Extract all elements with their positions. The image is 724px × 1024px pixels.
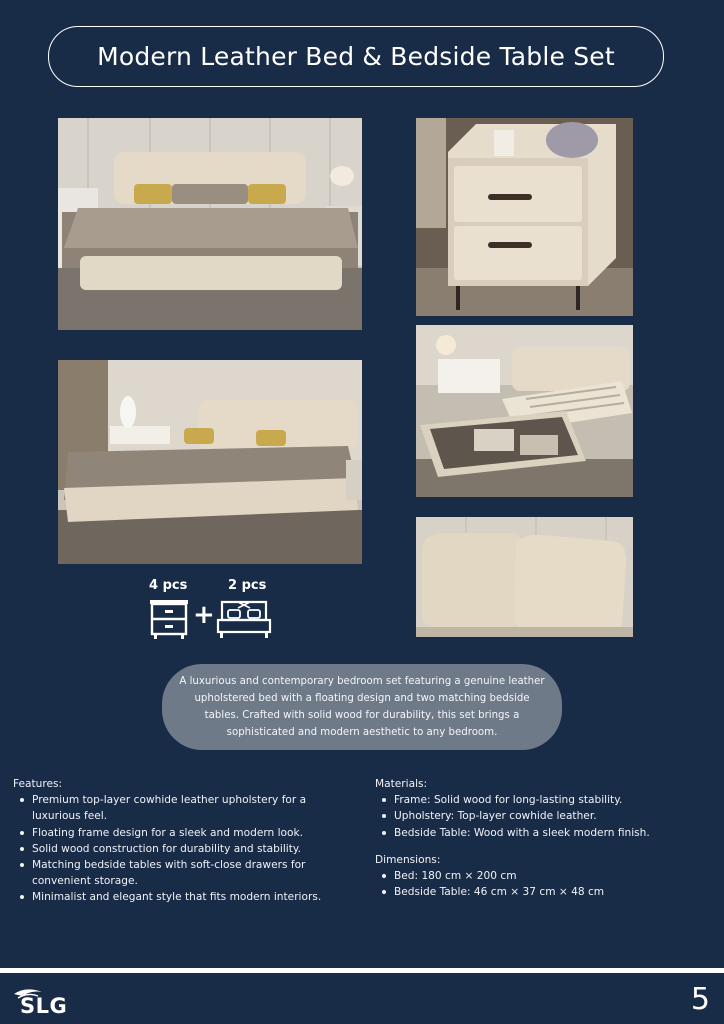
materials-heading: Materials: bbox=[375, 778, 428, 790]
list-item: Solid wood construction for durability and stability. bbox=[13, 841, 343, 857]
description-text: A luxurious and contemporary bedroom set featuring a genuine leather upholstered bed with a floating design and two matching bedside tables. Crafted with solid wood for durability, this set brings a sophisticated and modern aesthetic to any bedroom. bbox=[179, 676, 545, 738]
features-list bbox=[13, 792, 343, 905]
bed-front-photo bbox=[58, 118, 362, 330]
materials-section bbox=[375, 776, 715, 841]
list-item: Bedside Table: 46 cm × 37 cm × 48 cm bbox=[375, 884, 715, 900]
bed-icon bbox=[216, 598, 272, 640]
list-item: Frame: Solid wood for long-lasting stability. bbox=[375, 792, 715, 808]
dimensions-section bbox=[375, 852, 715, 901]
footer-divider bbox=[0, 968, 724, 973]
features-section bbox=[13, 776, 343, 906]
storage-bed-photo bbox=[416, 325, 633, 497]
bed-angled-photo bbox=[58, 360, 362, 564]
features-heading: Features: bbox=[13, 778, 63, 790]
page-number: 5 bbox=[690, 982, 710, 1017]
title-banner bbox=[48, 26, 664, 87]
dimensions-heading: Dimensions: bbox=[375, 854, 441, 866]
bed-quantity: 2 pcs bbox=[228, 578, 267, 593]
list-item: Minimalist and elegant style that fits modern interiors. bbox=[13, 889, 343, 905]
list-item: Matching bedside tables with soft-close drawers for convenient storage. bbox=[13, 857, 343, 889]
list-item: Bedside Table: Wood with a sleek modern finish. bbox=[375, 825, 715, 841]
list-item: Premium top-layer cowhide leather upholstery for a luxurious feel. bbox=[13, 792, 343, 824]
logo-text: SLG bbox=[20, 994, 68, 1018]
page-title: Modern Leather Bed & Bedside Table Set bbox=[97, 42, 615, 71]
plus-sign: + bbox=[193, 600, 215, 630]
nightstand-quantity: 4 pcs bbox=[149, 578, 188, 593]
nightstand-icon bbox=[148, 598, 190, 640]
description-box bbox=[162, 664, 562, 750]
headboard-detail-photo bbox=[416, 517, 633, 637]
materials-list bbox=[375, 792, 715, 841]
list-item: Upholstery: Top-layer cowhide leather. bbox=[375, 808, 715, 824]
list-item: Bed: 180 cm × 200 cm bbox=[375, 868, 715, 884]
list-item: Floating frame design for a sleek and modern look. bbox=[13, 825, 343, 841]
dimensions-list bbox=[375, 868, 715, 900]
nightstand-photo bbox=[416, 118, 633, 316]
